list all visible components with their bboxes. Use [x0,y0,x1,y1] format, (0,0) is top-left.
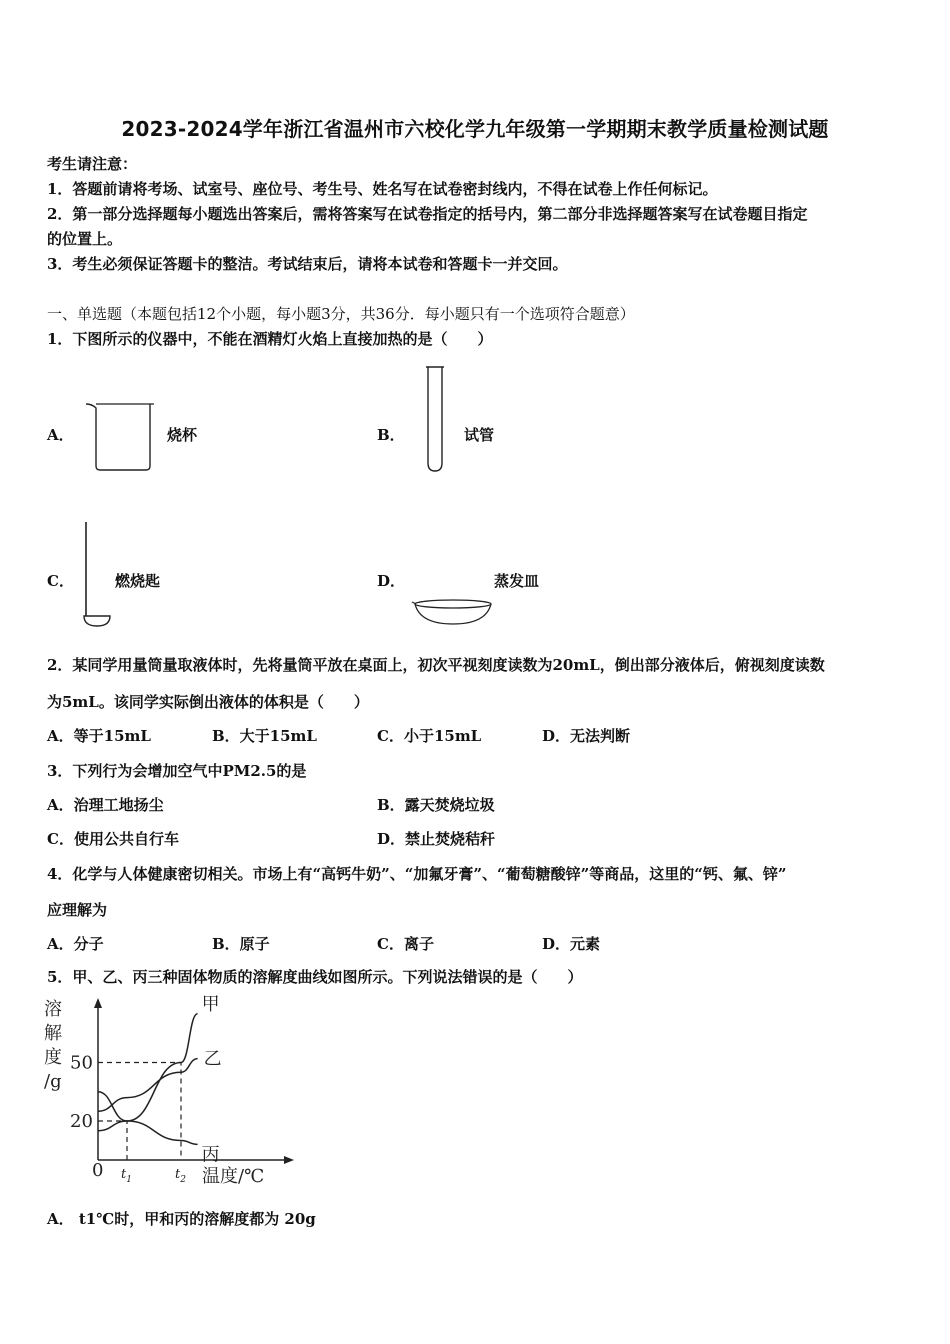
y-axis-label-1: 解 [44,1023,62,1044]
q4-stem-line1: 4．化学与人体健康密切相关。市场上有“高钙牛奶”、“加氟牙膏”、“葡萄糖酸锌”等商品，这里的“钙、氟、锌” [47,865,787,883]
q4-option-b: B．原子 [212,935,270,953]
test-tube-icon [422,365,448,477]
q1-option-b-letter: B． [377,426,405,444]
q4-stem-line2: 应理解为 [47,901,108,919]
series-label-2: 丙 [201,1144,220,1166]
q1-option-d-label: 蒸发皿 [494,572,540,590]
q2-stem-line1: 2．某同学用量筒量取液体时，先将量筒平放在桌面上，初次平视刻度读数为20mL，倒出部分液体后，俯视刻度读数 [47,656,825,674]
notice-item-2: 2．第一部分选择题每小题选出答案后，需将答案写在试卷指定的括号内，第二部分非选择题答案写在试卷题目指定 [47,205,808,223]
q1-option-a-label: 烧杯 [167,426,198,444]
y-axis-label-0: 溶 [44,999,62,1020]
y-tick-50: 50 [70,1052,93,1074]
q1-option-b-label: 试管 [464,426,495,444]
evaporating-dish-icon [412,598,494,630]
q3-stem: 3．下列行为会增加空气中PM2.5的是 [47,762,307,780]
ref-line-20 [98,1121,127,1160]
x-axis-arrow [284,1156,294,1164]
q2-option-a: A．等于15mL [47,727,151,745]
q4-option-d: D．元素 [542,935,601,953]
q2-option-c: C．小于15mL [377,727,482,745]
q4-option-c: C．离子 [377,935,434,953]
notice-header: 考生请注意： [47,155,138,173]
page-title: 2023-2024学年浙江省温州市六校化学九年级第一学期期末教学质量检测试题 [121,117,829,141]
q2-stem-line2: 为5mL。该同学实际倒出液体的体积是（ ） [47,693,369,711]
q5-stem: 5．甲、乙、丙三种固体物质的溶解度曲线如图所示。下列说法错误的是（ ） [47,968,583,986]
notice-item-2-cont: 的位置上。 [47,230,123,248]
q1-option-a-letter: A． [47,426,74,444]
y-axis-label-3: /g [44,1071,62,1092]
y-axis-arrow [94,998,102,1008]
q3-option-a: A．治理工地扬尘 [47,796,164,814]
q1-option-c-label: 燃烧匙 [115,572,161,590]
y-axis-label-2: 度 [44,1047,62,1068]
q1-option-d-letter: D． [377,572,406,590]
q5-option-a: A． t1℃时，甲和丙的溶解度都为 20g [47,1210,316,1228]
y-tick-20: 20 [70,1111,93,1132]
section-header: 一、单选题（本题包括12个小题，每小题3分，共36分．每小题只有一个选项符合题意） [47,305,635,323]
notice-item-1: 1．答题前请将考场、试室号、座位号、考生号、姓名写在试卷密封线内，不得在试卷上作任何标记。 [47,180,718,198]
notice-item-3: 3．考生必须保证答题卡的整洁。考试结束后，请将本试卷和答题卡一并交回。 [47,255,568,273]
x-tick-t1: $t_1$ [121,1167,132,1185]
series-line-2 [98,1092,198,1145]
q3-option-c: C．使用公共自行车 [47,830,179,848]
q3-option-b: B．露天焚烧垃圾 [377,796,495,814]
ref-line-50 [98,1063,181,1161]
x-tick-0: 0 [92,1160,104,1181]
solubility-chart [40,995,300,1195]
q1-stem: 1．下图所示的仪器中，不能在酒精灯火焰上直接加热的是（ ） [47,330,493,348]
x-axis-label: 温度/℃ [202,1166,265,1187]
series-label-1: 乙 [203,1048,222,1070]
q2-option-d: D．无法判断 [542,727,631,745]
q1-option-c-letter: C． [47,572,74,590]
q2-option-b: B．大于15mL [212,727,317,745]
beaker-icon [84,400,156,475]
q3-option-d: D．禁止焚烧秸秆 [377,830,496,848]
series-label-0: 甲 [201,993,220,1015]
combustion-spoon-icon [80,522,116,632]
q4-option-a: A．分子 [47,935,104,953]
x-tick-t2: $t_2$ [175,1167,186,1185]
